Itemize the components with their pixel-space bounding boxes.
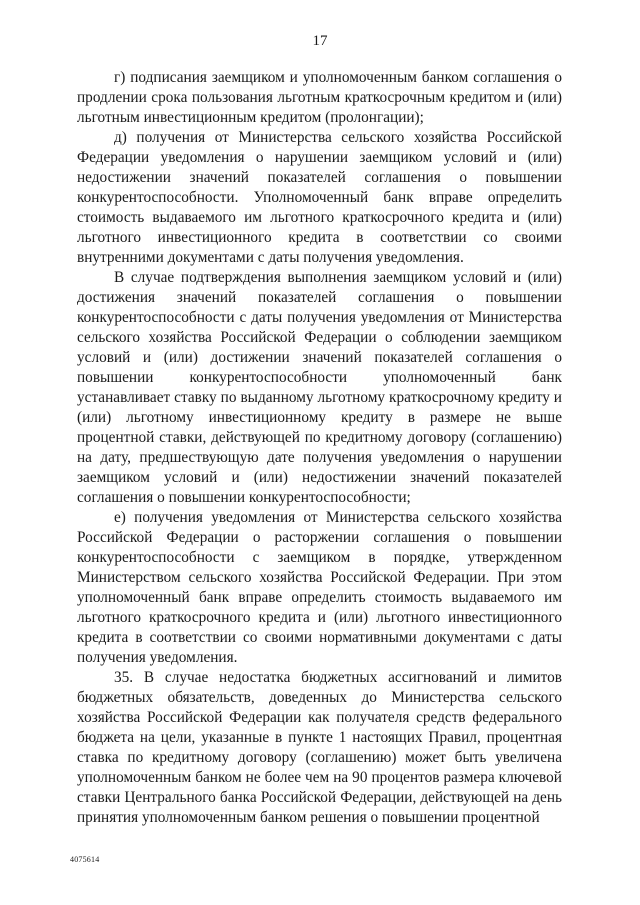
page-number: 17 (312, 33, 328, 49)
paragraph-confirmation: В случае подтверждения выполнения заемщиком условий и (или) достижения значений показателей соглашения о повышении конкурентоспособности с даты получения уведомления от Министерства сельского хозяйства Российской Федерации о соблюдении заемщиком условий и (или) достижении значений показателей соглашения о повышении конкурентоспособности уполномоченный банк устанавливает ставку по выданному льготному краткосрочному кредиту и (или) льготному инвестиционному кредиту в размере не выше процентной ставки, действующей по кредитному договору (соглашению) на дату, предшествующую дате получения уведомления о нарушении заемщиком условий и (или) недостижении значений показателей соглашения о повышении конкурентоспособности; (77, 269, 562, 506)
document-code: 4075614 (70, 855, 100, 864)
document-body (77, 68, 562, 828)
paragraph-d: д) получения от Министерства сельского хозяйства Российской Федерации уведомления о нарушении заемщиком условий и (или) недостижении значений показателей соглашения о повышении конкурентоспособности. Уполномоченный банк вправе определить стоимость выдаваемого им льготного краткосрочного кредита и (или) льготного инвестиционного кредита в соответствии со своими внутренними документами с даты получения уведомления. (77, 129, 562, 266)
paragraph-e: е) получения уведомления от Министерства сельского хозяйства Российской Федерации о расторжении соглашения о повышении конкурентоспособности с заемщиком в порядке, утвержденном Министерством сельского хозяйства Российской Федерации. При этом уполномоченный банк вправе определить стоимость выдаваемого им льготного краткосрочного кредита и (или) льготного инвестиционного кредита в соответствии со своими нормативными документами с даты получения уведомления. (77, 509, 562, 666)
paragraph-g: г) подписания заемщиком и уполномоченным банком соглашения о продлении срока пользования льготным краткосрочным кредитом и (или) льготным инвестиционным кредитом (пролонгации); (77, 69, 562, 126)
paragraph-35: 35. В случае недостатка бюджетных ассигнований и лимитов бюджетных обязательств, доведенных до Министерства сельского хозяйства Российской Федерации как получателя средств федерального бюджета на цели, указанные в пункте 1 настоящих Правил, процентная ставка по кредитному договору (соглашению) может быть увеличена уполномоченным банком не более чем на 90 процентов размера ключевой ставки Центрального банка Российской Федерации, действующей на день принятия уполномоченным банком решения о повышении процентной (77, 669, 562, 826)
